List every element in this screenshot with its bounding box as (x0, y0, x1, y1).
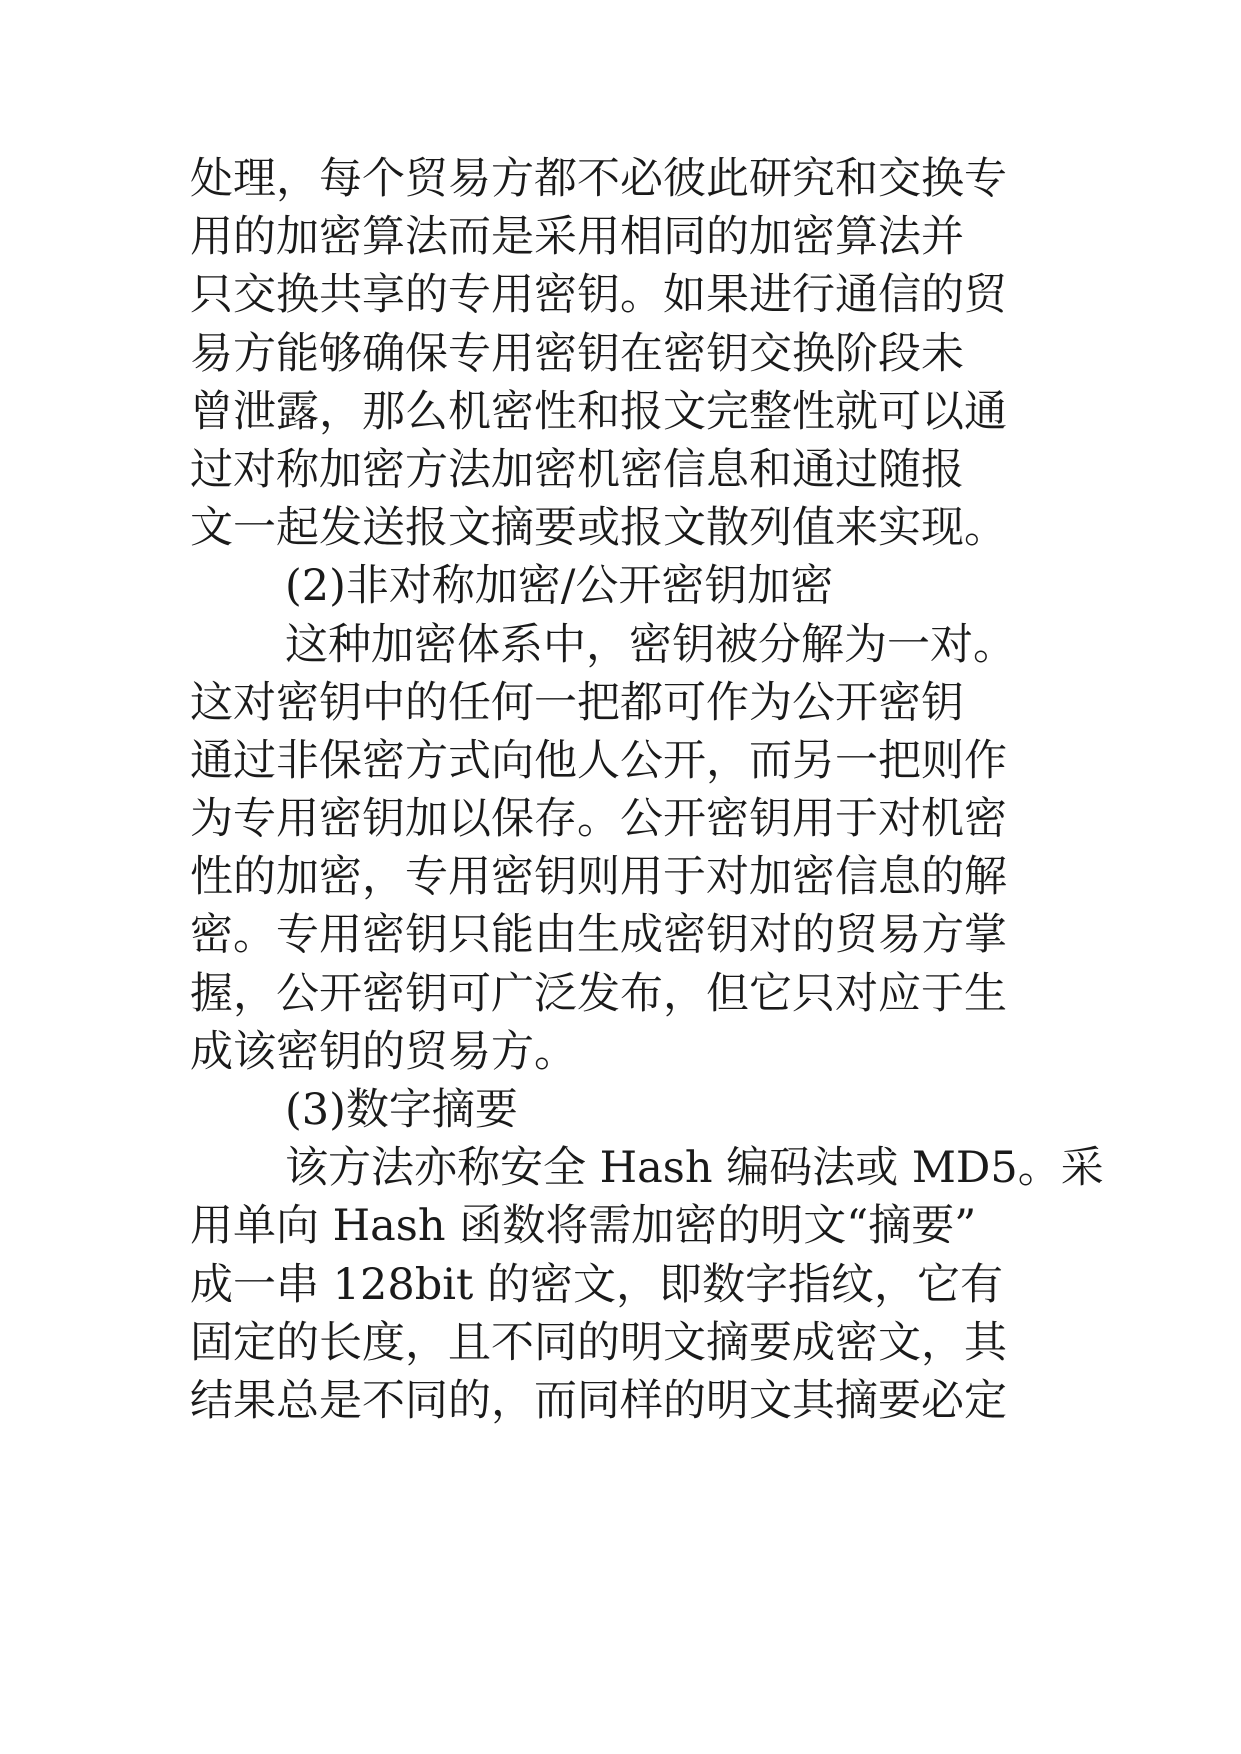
body-text (190, 150, 1104, 1430)
text-line: 文一起发送报文摘要或报文散列值来实现。 (190, 503, 1007, 554)
text-line: 固定的长度，且不同的明文摘要成密文，其 (190, 1317, 1007, 1368)
text-line: 结果总是不同的，而同样的明文其摘要必定 (190, 1375, 1007, 1426)
text-line: 成一串 128bit 的密文，即数字指纹，它有 (190, 1259, 1003, 1310)
section-heading: (2)非对称加密/公开密钥加密 (285, 561, 834, 612)
text-line: 易方能够确保专用密钥在密钥交换阶段未 (190, 328, 964, 379)
paragraph-first-line: 这种加密体系中，密钥被分解为一对。 (285, 619, 1016, 670)
text-line: 只交换共享的专用密钥。如果进行通信的贸 (190, 270, 1007, 321)
text-line: 性的加密，专用密钥则用于对加密信息的解 (190, 852, 1007, 903)
text-line: 为专用密钥加以保存。公开密钥用于对机密 (190, 794, 1007, 845)
text-line: 通过非保密方式向他人公开，而另一把则作 (190, 735, 1007, 786)
paragraph-first-line: 该方法亦称安全 Hash 编码法或 MD5。采 (285, 1143, 1104, 1194)
text-line: 用的加密算法而是采用相同的加密算法并 (190, 212, 964, 263)
text-line: 握，公开密钥可广泛发布，但它只对应于生 (190, 968, 1007, 1019)
text-line: 处理，每个贸易方都不必彼此研究和交换专 (190, 154, 1007, 204)
section-heading: (3)数字摘要 (285, 1085, 518, 1135)
text-line: 曾泄露，那么机密性和报文完整性就可以通 (190, 386, 1007, 437)
text-line: 密。专用密钥只能由生成密钥对的贸易方掌 (190, 910, 1007, 961)
text-line: 过对称加密方法加密机密信息和通过随报 (190, 444, 964, 495)
text-line: 成该密钥的贸易方。 (190, 1026, 577, 1077)
text-line: 用单向 Hash 函数将需加密的明文“摘要” (190, 1201, 977, 1252)
text-line: 这对密钥中的任何一把都可作为公开密钥 (190, 677, 964, 728)
